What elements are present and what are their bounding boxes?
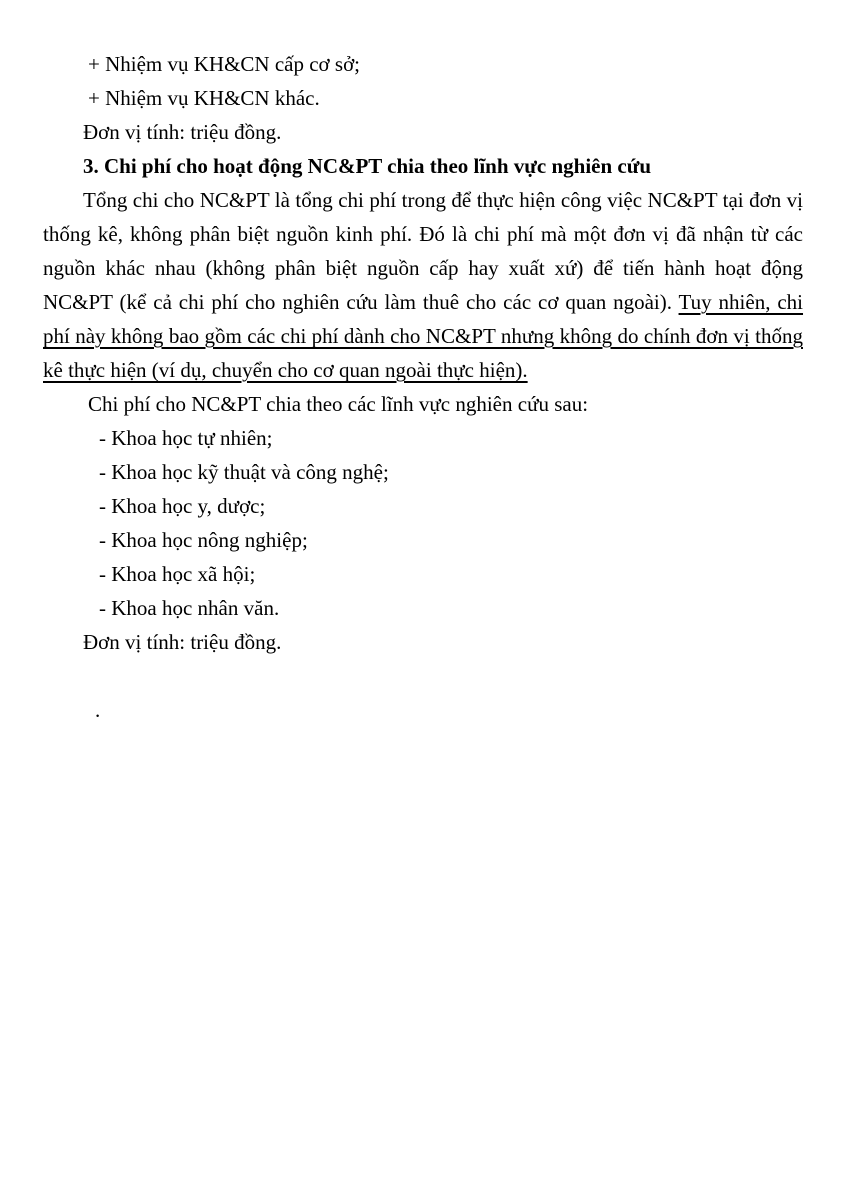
paragraph-normal-text: Tổng chi cho NC&PT là tổng chi phí trong để thực hiện công việc NC&PT tại đơn vị thống kê, không phân biệt nguồn kinh phí. Đó là chi phí mà một đơn vị đã nhận từ các nguồn khác nhau (không phân biệt nguồn cấp hay xuất xứ) để tiến hành hoạt động NC&PT (kể cả chi phí cho nghiên cứu làm thuê cho các cơ quan ngoài). xyxy=(43,188,803,314)
task-item-co-so: + Nhiệm vụ KH&CN cấp cơ sở; xyxy=(88,52,361,76)
trailing-period: . xyxy=(95,698,101,722)
field-item-medical-pharmacy: - Khoa học y, dược; xyxy=(99,494,266,518)
task-item-khac: + Nhiệm vụ KH&CN khác. xyxy=(88,86,320,110)
unit-note-1: Đơn vị tính: triệu đồng. xyxy=(83,120,282,144)
field-item-social-sciences: - Khoa học xã hội; xyxy=(99,562,256,586)
section-heading: 3. Chi phí cho hoạt động NC&PT chia theo lĩnh vực nghiên cứu xyxy=(83,154,652,178)
unit-note-2: Đơn vị tính: triệu đồng. xyxy=(83,630,282,654)
field-item-natural-sciences: - Khoa học tự nhiên; xyxy=(99,426,273,450)
fields-intro: Chi phí cho NC&PT chia theo các lĩnh vực nghiên cứu sau: xyxy=(88,392,589,416)
body-paragraph xyxy=(43,183,803,387)
field-item-engineering-technology: - Khoa học kỹ thuật và công nghệ; xyxy=(99,460,389,484)
paragraph-underlined-text: Tuy nhiên, chi phí này không bao gồm các chi phí dành cho NC&PT nhưng không do chính đơn vị thống kê thực hiện (ví dụ, chuyển cho cơ quan ngoài thực hiện). xyxy=(43,290,804,382)
field-item-humanities: - Khoa học nhân văn. xyxy=(99,596,280,620)
field-item-agriculture: - Khoa học nông nghiệp; xyxy=(99,528,308,552)
